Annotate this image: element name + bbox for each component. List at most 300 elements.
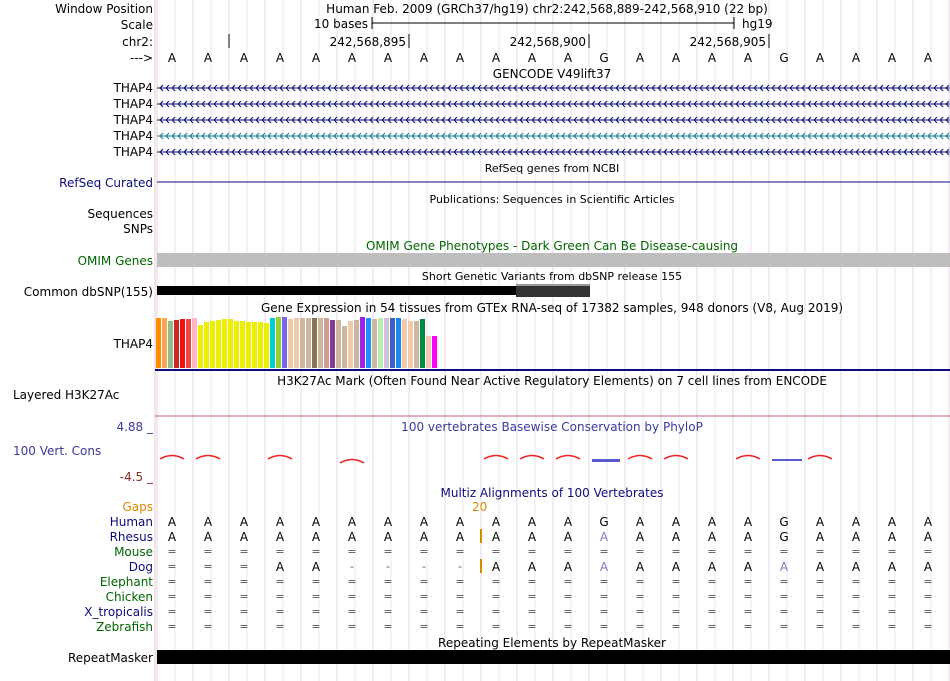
phylop-blue-mark bbox=[592, 459, 620, 462]
alignment-base: A bbox=[527, 560, 537, 574]
alignment-base: = bbox=[563, 545, 573, 558]
dna-base: A bbox=[923, 51, 933, 65]
alignment-base: = bbox=[419, 545, 429, 558]
alignment-base: = bbox=[743, 620, 753, 633]
species-label-x_tropicalis[interactable]: X_tropicalis bbox=[84, 605, 153, 619]
alignment-base: = bbox=[275, 545, 285, 558]
gtex-tissue-bar[interactable] bbox=[156, 318, 161, 368]
phylop-peak bbox=[160, 456, 184, 460]
alignment-base: = bbox=[167, 545, 177, 558]
alignment-base: = bbox=[887, 590, 897, 603]
alignment-base: = bbox=[455, 590, 465, 603]
gencode-gene-label[interactable]: THAP4 bbox=[113, 129, 153, 143]
species-label-mouse[interactable]: Mouse bbox=[114, 545, 153, 559]
dna-base: A bbox=[527, 51, 537, 65]
alignment-base: A bbox=[851, 515, 861, 529]
repeatmasker-track-label[interactable]: RepeatMasker bbox=[67, 651, 153, 665]
dna-base: A bbox=[851, 51, 861, 65]
alignment-base: = bbox=[635, 620, 645, 633]
alignment-base: = bbox=[311, 545, 321, 558]
gtex-tissue-bar[interactable] bbox=[276, 317, 281, 368]
alignment-base: A bbox=[311, 560, 321, 574]
alignment-base: A bbox=[707, 530, 717, 544]
species-label-dog[interactable]: Dog bbox=[128, 560, 153, 574]
h3k27ac-track-label[interactable]: Layered H3K27Ac bbox=[13, 388, 120, 402]
publications-track-title: Publications: Sequences in Scientific Articles bbox=[429, 193, 675, 206]
alignment-base: = bbox=[635, 545, 645, 558]
gtex-tissue-bar[interactable] bbox=[210, 321, 215, 368]
alignment-base: A bbox=[239, 515, 249, 529]
alignment-base: = bbox=[455, 545, 465, 558]
gtex-tissue-bar[interactable] bbox=[432, 336, 437, 368]
phylop-min-label: -4.5 _ bbox=[119, 470, 153, 484]
gtex-tissue-bar[interactable] bbox=[402, 319, 407, 368]
alignment-base: A bbox=[275, 515, 285, 529]
gtex-tissue-bar[interactable] bbox=[348, 321, 353, 368]
alignment-base: = bbox=[743, 605, 753, 618]
alignment-base: A bbox=[167, 515, 177, 529]
alignment-base: = bbox=[635, 575, 645, 588]
gtex-tissue-bar[interactable] bbox=[306, 318, 311, 368]
multiz-track-title: Multiz Alignments of 100 Vertebrates bbox=[440, 486, 664, 500]
alignment-base: = bbox=[671, 575, 681, 588]
alignment-base: = bbox=[167, 620, 177, 633]
gtex-tissue-bar[interactable] bbox=[168, 321, 173, 368]
alignment-base: A bbox=[635, 530, 645, 544]
gtex-tissue-bar[interactable] bbox=[240, 321, 245, 368]
phylop-track-title: 100 vertebrates Basewise Conservation by PhyloP bbox=[401, 420, 703, 434]
alignment-base: = bbox=[887, 575, 897, 588]
gtex-tissue-bar[interactable] bbox=[216, 320, 221, 368]
alignment-base: A bbox=[311, 515, 321, 529]
alignment-base: G bbox=[599, 515, 609, 529]
alignment-base: = bbox=[347, 545, 357, 558]
alignment-base: = bbox=[383, 605, 393, 618]
gtex-tissue-bar[interactable] bbox=[390, 318, 395, 368]
alignment-base: = bbox=[203, 560, 213, 573]
phylop-peak bbox=[664, 456, 688, 460]
alignment-base: = bbox=[815, 575, 825, 588]
gencode-gene-label[interactable]: THAP4 bbox=[113, 145, 153, 159]
alignment-base: = bbox=[599, 605, 609, 618]
alignment-base: A bbox=[419, 530, 429, 544]
alignment-base: = bbox=[671, 545, 681, 558]
alignment-base: = bbox=[743, 545, 753, 558]
gencode-gene-label[interactable]: THAP4 bbox=[113, 97, 153, 111]
alignment-base: = bbox=[887, 605, 897, 618]
alignment-base: = bbox=[599, 545, 609, 558]
alignment-base: = bbox=[599, 590, 609, 603]
dna-base: G bbox=[779, 51, 789, 65]
dna-base: A bbox=[455, 51, 465, 65]
alignment-base: = bbox=[167, 590, 177, 603]
alignment-base: = bbox=[347, 590, 357, 603]
gtex-tissue-bar[interactable] bbox=[258, 322, 263, 368]
alignment-base: A bbox=[887, 515, 897, 529]
alignment-base: = bbox=[923, 545, 933, 558]
phylop-blue-mark bbox=[772, 459, 802, 461]
gtex-tissue-bar[interactable] bbox=[234, 321, 239, 368]
alignment-base: = bbox=[923, 590, 933, 603]
phylop-peak bbox=[520, 456, 544, 460]
h3k27ac-track-title: H3K27Ac Mark (Often Found Near Active Regulatory Elements) on 7 cell lines from ENCODE bbox=[277, 374, 827, 388]
species-label-rhesus[interactable]: Rhesus bbox=[109, 530, 153, 544]
alignment-base: = bbox=[455, 620, 465, 633]
alignment-base: = bbox=[203, 590, 213, 603]
alignment-base: = bbox=[851, 605, 861, 618]
alignment-base: = bbox=[239, 605, 249, 618]
alignment-base: = bbox=[599, 575, 609, 588]
dna-base: A bbox=[311, 51, 321, 65]
alignment-base: G bbox=[779, 530, 789, 544]
alignment-base: = bbox=[779, 620, 789, 633]
gtex-tissue-bar[interactable] bbox=[198, 325, 203, 368]
dna-base: A bbox=[383, 51, 393, 65]
alignment-base: = bbox=[779, 605, 789, 618]
alignment-base: = bbox=[167, 605, 177, 618]
assembly-position: Human Feb. 2009 (GRCh37/hg19) chr2:242,568,889-242,568,910 (22 bp) bbox=[326, 2, 768, 16]
coord-label: 242,568,895 bbox=[329, 35, 406, 49]
refseq-track-label[interactable]: RefSeq Curated bbox=[59, 176, 153, 190]
alignment-base: = bbox=[527, 545, 537, 558]
alignment-base: = bbox=[851, 545, 861, 558]
gtex-tissue-bar[interactable] bbox=[222, 319, 227, 368]
alignment-base: = bbox=[311, 620, 321, 633]
coord-label: 242,568,900 bbox=[509, 35, 586, 49]
alignment-base: = bbox=[419, 575, 429, 588]
alignment-base: = bbox=[455, 605, 465, 618]
phylop-peak bbox=[628, 456, 652, 460]
gtex-tissue-bar[interactable] bbox=[228, 319, 233, 368]
alignment-base: A bbox=[671, 560, 681, 574]
alignment-base: A bbox=[599, 560, 609, 574]
dna-base: A bbox=[563, 51, 573, 65]
alignment-base: = bbox=[239, 590, 249, 603]
window-position-label: Window Position bbox=[55, 2, 153, 16]
dna-base: A bbox=[743, 51, 753, 65]
alignment-base: = bbox=[455, 575, 465, 588]
dbsnp-track-label[interactable]: Common dbSNP(155) bbox=[23, 285, 153, 299]
gtex-tissue-bar[interactable] bbox=[186, 319, 191, 368]
alignment-base: A bbox=[383, 530, 393, 544]
alignment-base: A bbox=[563, 515, 573, 529]
dna-base: A bbox=[707, 51, 717, 65]
alignment-base: = bbox=[491, 620, 501, 633]
phylop-max-label: 4.88 _ bbox=[116, 420, 153, 434]
dna-base: A bbox=[419, 51, 429, 65]
scale-db: hg19 bbox=[742, 17, 773, 31]
alignment-base: A bbox=[923, 530, 933, 544]
alignment-base: = bbox=[383, 590, 393, 603]
alignment-base: = bbox=[311, 575, 321, 588]
alignment-base: = bbox=[563, 575, 573, 588]
phylop-peak bbox=[556, 456, 580, 460]
scale-label: Scale bbox=[120, 18, 153, 32]
alignment-base: A bbox=[635, 560, 645, 574]
alignment-base: = bbox=[491, 590, 501, 603]
alignment-base: = bbox=[527, 590, 537, 603]
gtex-tissue-bar[interactable] bbox=[288, 319, 293, 368]
gtex-tissue-bar[interactable] bbox=[312, 318, 317, 368]
species-label-chicken[interactable]: Chicken bbox=[105, 590, 153, 604]
alignment-base: = bbox=[275, 605, 285, 618]
gtex-tissue-bar[interactable] bbox=[384, 318, 389, 368]
gtex-tissue-bar[interactable] bbox=[366, 318, 371, 368]
alignment-base: = bbox=[779, 575, 789, 588]
alignment-base: = bbox=[527, 575, 537, 588]
phylop-peak bbox=[340, 460, 364, 464]
alignment-base: = bbox=[311, 590, 321, 603]
dna-base: A bbox=[671, 51, 681, 65]
gtex-track-label[interactable]: THAP4 bbox=[113, 337, 153, 351]
refseq-track-title: RefSeq genes from NCBI bbox=[484, 162, 620, 175]
alignment-base: = bbox=[239, 560, 249, 573]
alignment-base: = bbox=[707, 590, 717, 603]
alignment-base: A bbox=[671, 530, 681, 544]
alignment-base: = bbox=[383, 575, 393, 588]
gencode-gene-label[interactable]: THAP4 bbox=[113, 81, 153, 95]
gtex-tissue-bar[interactable] bbox=[174, 320, 179, 368]
alignment-base: A bbox=[455, 530, 465, 544]
alignment-base: = bbox=[563, 620, 573, 633]
dna-base: A bbox=[815, 51, 825, 65]
alignment-base: A bbox=[527, 530, 537, 544]
alignment-base: A bbox=[599, 530, 609, 544]
alignment-base: = bbox=[239, 575, 249, 588]
alignment-base: = bbox=[743, 590, 753, 603]
alignment-base: A bbox=[815, 560, 825, 574]
gtex-tissue-bar[interactable] bbox=[204, 322, 209, 368]
alignment-base: A bbox=[851, 530, 861, 544]
dna-base: A bbox=[275, 51, 285, 65]
strand-arrow-label: ---> bbox=[129, 51, 153, 65]
alignment-base: = bbox=[275, 620, 285, 633]
alignment-base: = bbox=[419, 605, 429, 618]
gtex-tissue-bar[interactable] bbox=[252, 322, 257, 368]
omim-gene-bar[interactable] bbox=[157, 253, 950, 267]
gtex-tissue-bar[interactable] bbox=[336, 320, 341, 368]
alignment-base: A bbox=[815, 515, 825, 529]
alignment-base: A bbox=[167, 530, 177, 544]
alignment-base: A bbox=[707, 515, 717, 529]
alignment-base: = bbox=[419, 590, 429, 603]
alignment-base: = bbox=[923, 605, 933, 618]
alignment-base: A bbox=[203, 530, 213, 544]
alignment-base: = bbox=[707, 605, 717, 618]
gtex-tissue-bar[interactable] bbox=[360, 317, 365, 368]
phylop-peak bbox=[808, 456, 832, 460]
alignment-base: = bbox=[275, 575, 285, 588]
alignment-base: = bbox=[347, 620, 357, 633]
species-label-zebrafish[interactable]: Zebrafish bbox=[96, 620, 153, 634]
gencode-track-title: GENCODE V49lift37 bbox=[492, 67, 612, 81]
alignment-base: A bbox=[311, 530, 321, 544]
omim-track-title: OMIM Gene Phenotypes - Dark Green Can Be Disease-causing bbox=[365, 239, 739, 253]
alignment-base: = bbox=[419, 620, 429, 633]
alignment-base: = bbox=[671, 590, 681, 603]
alignment-base: = bbox=[851, 590, 861, 603]
alignment-base: A bbox=[563, 560, 573, 574]
gtex-tissue-bar[interactable] bbox=[396, 318, 401, 368]
phylop-signal[interactable] bbox=[160, 456, 832, 464]
alignment-base: = bbox=[743, 575, 753, 588]
snps-label[interactable]: SNPs bbox=[123, 222, 153, 236]
alignment-base: A bbox=[743, 560, 753, 574]
repeatmasker-track-title: Repeating Elements by RepeatMasker bbox=[438, 636, 666, 650]
chrom-label: chr2: bbox=[122, 35, 153, 49]
alignment-base: = bbox=[707, 545, 717, 558]
alignment-base: = bbox=[527, 620, 537, 633]
alignment-base: A bbox=[527, 515, 537, 529]
dna-base: A bbox=[635, 51, 645, 65]
dna-base: G bbox=[599, 51, 609, 65]
alignment-base: A bbox=[671, 515, 681, 529]
alignment-base: = bbox=[707, 620, 717, 633]
alignment-base: = bbox=[923, 620, 933, 633]
alignment-base: A bbox=[491, 560, 501, 574]
alignment-base: A bbox=[707, 560, 717, 574]
alignment-base: - bbox=[386, 560, 390, 573]
alignment-base: = bbox=[887, 620, 897, 633]
alignment-base: A bbox=[563, 530, 573, 544]
gtex-tissue-bar[interactable] bbox=[318, 318, 323, 368]
alignment-base: A bbox=[275, 560, 285, 574]
alignment-base: A bbox=[923, 560, 933, 574]
alignment-base: = bbox=[203, 605, 213, 618]
alignment-base: - bbox=[422, 560, 426, 573]
alignment-base: A bbox=[491, 530, 501, 544]
alignment-base: A bbox=[275, 530, 285, 544]
phylop-peak bbox=[268, 456, 292, 460]
alignment-base: = bbox=[923, 575, 933, 588]
alignment-base: A bbox=[419, 515, 429, 529]
gtex-tissue-bar[interactable] bbox=[270, 318, 275, 368]
repeatmasker-bar[interactable] bbox=[157, 650, 950, 664]
gtex-tissue-bar[interactable] bbox=[330, 320, 335, 368]
alignment-base: = bbox=[527, 605, 537, 618]
gtex-tissue-bar[interactable] bbox=[414, 321, 419, 368]
gtex-bar-chart[interactable] bbox=[156, 317, 437, 368]
gtex-tissue-bar[interactable] bbox=[162, 318, 167, 368]
alignment-base: = bbox=[167, 560, 177, 573]
dna-base: A bbox=[491, 51, 501, 65]
alignment-base: = bbox=[491, 605, 501, 618]
gencode-gene-label[interactable]: THAP4 bbox=[113, 113, 153, 127]
species-label-elephant[interactable]: Elephant bbox=[99, 575, 153, 589]
alignment-base: = bbox=[563, 605, 573, 618]
alignment-base: A bbox=[491, 515, 501, 529]
alignment-base: - bbox=[350, 560, 354, 573]
gtex-tissue-bar[interactable] bbox=[324, 318, 329, 368]
alignment-base: = bbox=[635, 590, 645, 603]
alignment-base: = bbox=[167, 575, 177, 588]
omim-track-label[interactable]: OMIM Genes bbox=[77, 254, 153, 268]
scale-text: 10 bases bbox=[314, 17, 368, 31]
phylop-peak bbox=[484, 456, 508, 460]
alignment-base: = bbox=[599, 620, 609, 633]
alignment-base: = bbox=[671, 605, 681, 618]
publications-sequences-label[interactable]: Sequences bbox=[87, 207, 153, 221]
gtex-tissue-bar[interactable] bbox=[372, 319, 377, 368]
gtex-tissue-bar[interactable] bbox=[246, 322, 251, 368]
gtex-tissue-bar[interactable] bbox=[408, 321, 413, 368]
alignment-base: = bbox=[203, 545, 213, 558]
alignment-base: A bbox=[815, 530, 825, 544]
gtex-tissue-bar[interactable] bbox=[300, 318, 305, 368]
gtex-tissue-bar[interactable] bbox=[282, 317, 287, 368]
alignment-base: A bbox=[347, 515, 357, 529]
alignment-base: = bbox=[635, 605, 645, 618]
alignment-base: = bbox=[887, 545, 897, 558]
alignment-base: A bbox=[455, 515, 465, 529]
alignment-base: A bbox=[383, 515, 393, 529]
gtex-tissue-bar[interactable] bbox=[378, 318, 383, 368]
gtex-tissue-bar[interactable] bbox=[420, 319, 425, 368]
gtex-tissue-bar[interactable] bbox=[342, 326, 347, 368]
gtex-tissue-bar[interactable] bbox=[180, 319, 185, 368]
gaps-label[interactable]: Gaps bbox=[122, 500, 153, 514]
dbsnp-variant-highlight bbox=[516, 284, 590, 286]
alignment-base: A bbox=[779, 560, 789, 574]
alignment-base: = bbox=[815, 620, 825, 633]
alignment-base: A bbox=[743, 530, 753, 544]
alignment-base: = bbox=[239, 620, 249, 633]
alignment-base: = bbox=[203, 620, 213, 633]
alignment-base: = bbox=[275, 590, 285, 603]
dna-base: A bbox=[239, 51, 249, 65]
alignment-base: = bbox=[203, 575, 213, 588]
alignment-base: = bbox=[239, 545, 249, 558]
gtex-tissue-bar[interactable] bbox=[264, 323, 269, 368]
alignment-base: = bbox=[347, 605, 357, 618]
alignment-base: A bbox=[743, 515, 753, 529]
alignment-base: = bbox=[707, 575, 717, 588]
alignment-base: = bbox=[851, 575, 861, 588]
alignment-base: A bbox=[635, 515, 645, 529]
alignment-base: A bbox=[239, 530, 249, 544]
dbsnp-track-title: Short Genetic Variants from dbSNP release 155 bbox=[421, 270, 683, 283]
phylop-track-label[interactable]: 100 Vert. Cons bbox=[13, 444, 102, 458]
gtex-tissue-bar[interactable] bbox=[426, 336, 431, 368]
alignment-base: G bbox=[779, 515, 789, 529]
alignment-base: A bbox=[203, 515, 213, 529]
alignment-base: A bbox=[923, 515, 933, 529]
phylop-peak bbox=[736, 456, 760, 460]
gtex-tissue-bar[interactable] bbox=[192, 318, 197, 368]
alignment-base: = bbox=[491, 545, 501, 558]
alignment-base: = bbox=[815, 545, 825, 558]
alignment-base: A bbox=[347, 530, 357, 544]
alignment-base: - bbox=[458, 560, 462, 573]
alignment-base: A bbox=[887, 560, 897, 574]
gtex-track-title: Gene Expression in 54 tissues from GTEx RNA-seq of 17382 samples, 948 donors (V8, Aug 2019) bbox=[260, 301, 844, 315]
gtex-tissue-bar[interactable] bbox=[354, 320, 359, 368]
coord-label: 242,568,905 bbox=[689, 35, 766, 49]
dna-base: A bbox=[203, 51, 213, 65]
alignment-base: = bbox=[491, 575, 501, 588]
alignment-base: = bbox=[311, 605, 321, 618]
alignment-base: A bbox=[851, 560, 861, 574]
alignment-base: = bbox=[815, 590, 825, 603]
dna-base: A bbox=[167, 51, 177, 65]
alignment-base: = bbox=[383, 620, 393, 633]
alignment-base: = bbox=[779, 545, 789, 558]
alignment-base: = bbox=[779, 590, 789, 603]
species-label-human[interactable]: Human bbox=[109, 515, 153, 529]
gtex-tissue-bar[interactable] bbox=[294, 318, 299, 368]
dna-base: A bbox=[347, 51, 357, 65]
alignment-base: = bbox=[347, 575, 357, 588]
